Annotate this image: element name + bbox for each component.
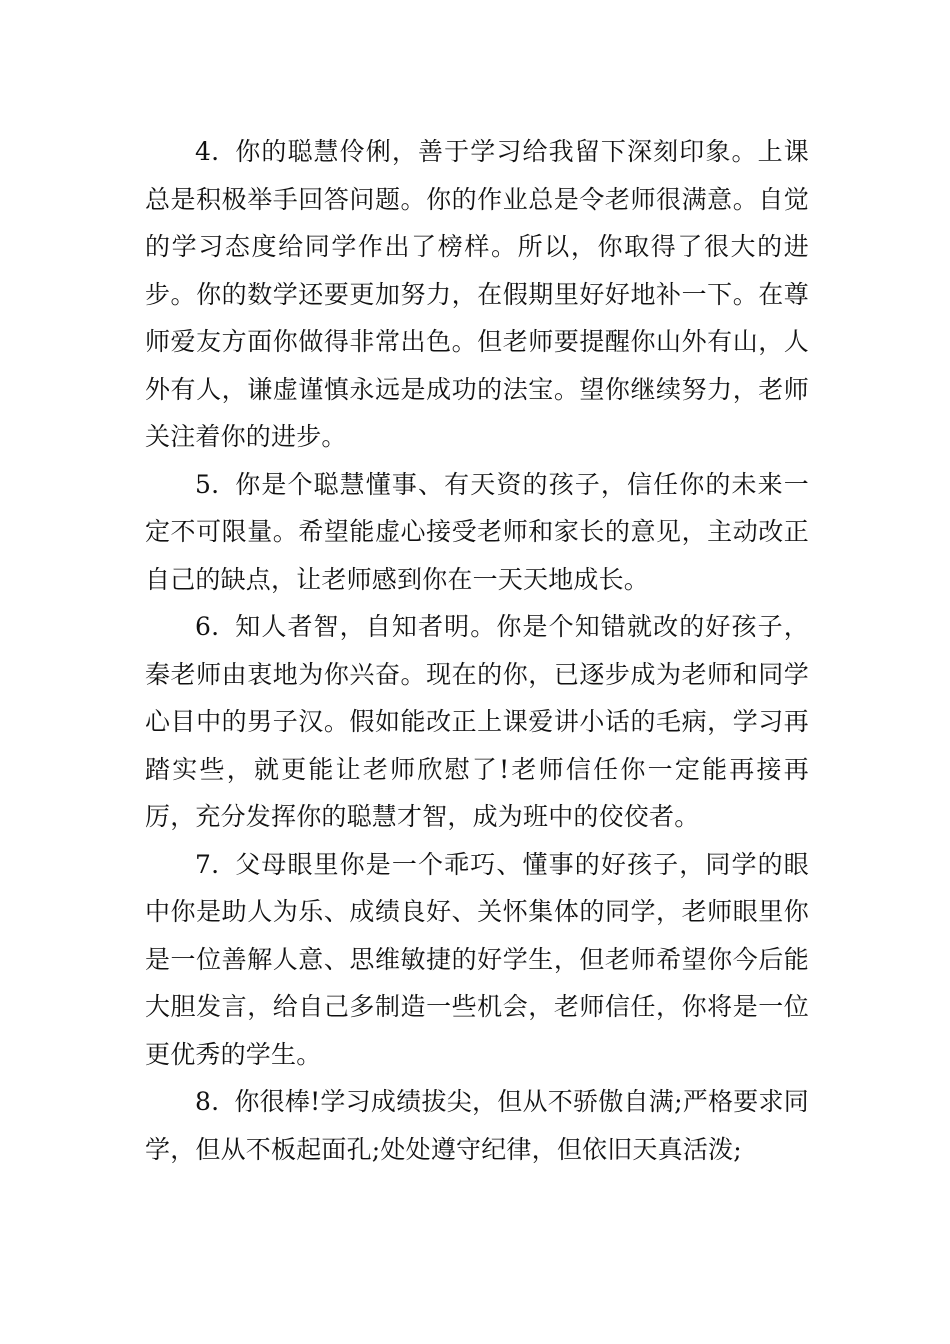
paragraph-8: [145, 1078, 809, 1173]
paragraph-5: [145, 461, 809, 604]
document-body: [145, 128, 809, 1173]
paragraph-7: [145, 841, 809, 1079]
paragraph-text: 父母眼里你是一个乖巧、懂事的好孩子，同学的眼中你是助人为乐、成绩良好、关怀集体的同学，老师眼里你是一位善解人意、思维敏捷的好学生，但老师希望你今后能大胆发言，给自己多制造一些机会，老师信任，你将是一位更优秀的学生。: [145, 849, 809, 1069]
paragraph-number: 6.: [195, 612, 220, 641]
paragraph-6: [145, 603, 809, 841]
paragraph-text: 知人者智，自知者明。你是个知错就改的好孩子，秦老师由衷地为你兴奋。现在的你，已逐步成为老师和同学心目中的男子汉。假如能改正上课爱讲小话的毛病，学习再踏实些，就更能让老师欣慰了!老师信任你一定能再接再厉，充分发挥你的聪慧才智，成为班中的佼佼者。: [145, 612, 809, 831]
paragraph-text: 你是个聪慧懂事、有天资的孩子，信任你的未来一定不可限量。希望能虚心接受老师和家长的意见，主动改正自己的缺点，让老师感到你在一天天地成长。: [145, 469, 809, 594]
paragraph-text: 你的聪慧伶俐，善于学习给我留下深刻印象。上课总是积极举手回答问题。你的作业总是令老师很满意。自觉的学习态度给同学作出了榜样。所以，你取得了很大的进步。你的数学还要更加努力，在假期里好好地补一下。在尊师爱友方面你做得非常出色。但老师要提醒你山外有山，人外有人，谦虚谨慎永远是成功的法宝。望你继续努力，老师关注着你的进步。: [145, 137, 809, 451]
paragraph-text: 你很棒!学习成绩拔尖，但从不骄傲自满;严格要求同学，但从不板起面孔;处处遵守纪律，但依旧天真活泼;: [145, 1087, 809, 1164]
paragraph-4: [145, 128, 809, 461]
paragraph-number: 8.: [195, 1087, 220, 1116]
paragraph-number: 7.: [195, 849, 220, 879]
paragraph-number: 4.: [195, 137, 220, 166]
paragraph-number: 5.: [195, 469, 220, 499]
